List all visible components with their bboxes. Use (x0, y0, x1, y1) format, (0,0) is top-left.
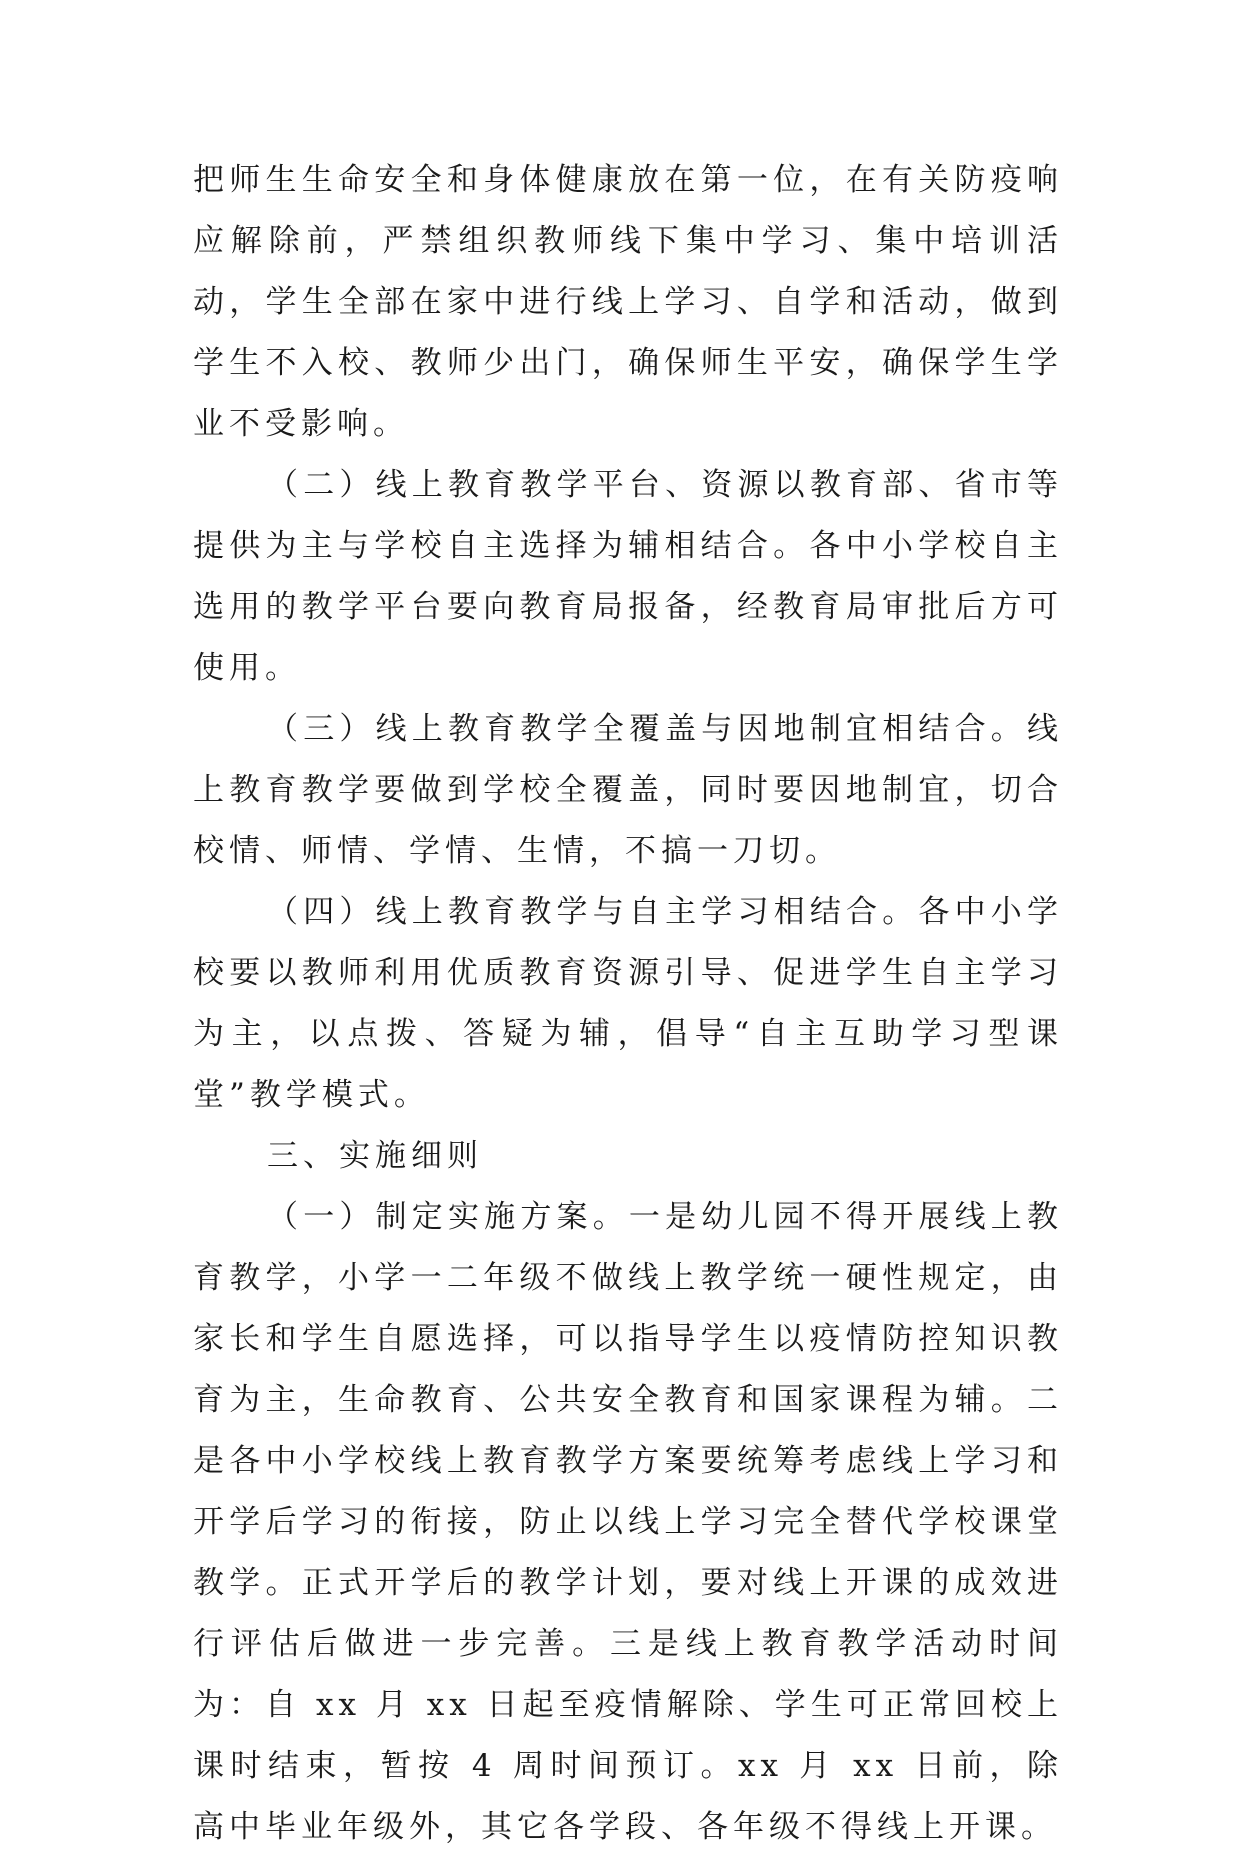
paragraph-implementation-1: （一）制定实施方案。一是幼儿园不得开展线上教育教学，小学一二年级不做线上教学统一硬性规定，由家长和学生自愿选择，可以指导学生以疫情防控知识教育为主，生命教育、公共安全教育和国家课程为辅。二是各中小学校线上教育教学方案要统筹考虑线上学习和开学后学习的衔接，防止以线上学习完全替代学校课堂教学。正式开学后的教学计划，要对线上开课的成效进行评估后做进一步完善。三是线上教育教学活动时间为：自 xx 月 xx 日起至疫情解除、学生可正常回校上课时结束，暂按 4 周时间预订。xx 月 xx 日前，除高中毕业年级外，其它各学段、各年级不得线上开课。 (193, 1199, 1063, 1845)
paragraph-principle-2: （二）线上教育教学平台、资源以教育部、省市等提供为主与学校自主选择为辅相结合。各中小学校自主选用的教学平台要向教育局报备，经教育局审批后方可使用。 (193, 467, 1063, 686)
paragraph-principle-4: （四）线上教育教学与自主学习相结合。各中小学校要以教师利用优质教育资源引导、促进学生自主学习为主，以点拨、答疑为辅，倡导“自主互助学习型课堂”教学模式。 (193, 894, 1063, 1113)
paragraph-principle-3: （三）线上教育教学全覆盖与因地制宜相结合。线上教育教学要做到学校全覆盖，同时要因地制宜，切合校情、师情、学情、生情，不搞一刀切。 (193, 711, 1063, 869)
paragraph-intro-continuation: 把师生生命安全和身体健康放在第一位，在有关防疫响应解除前，严禁组织教师线下集中学习、集中培训活动，学生全部在家中进行线上学习、自学和活动，做到学生不入校、教师少出门，确保师生平安，确保学生学业不受影响。 (193, 162, 1063, 442)
document-body (193, 150, 1063, 1858)
section-heading-implementation: 三、实施细则 (267, 1138, 483, 1174)
